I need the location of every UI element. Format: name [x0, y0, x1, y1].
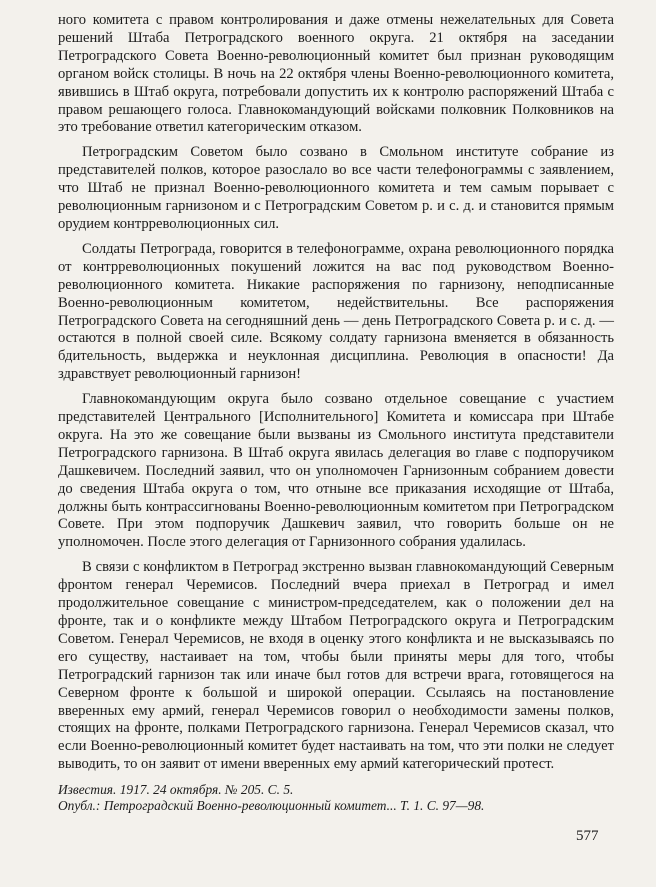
- paragraph-gap: [58, 384, 614, 391]
- paragraph-gap: [58, 552, 614, 559]
- source-line-izvestiya: Известия. 1917. 24 октября. № 205. С. 5.: [58, 782, 294, 798]
- paragraph-gap: [58, 137, 614, 144]
- paragraph-meeting-delegation: Главнокомандующим округа было созвано отдельное совещание с участием представителей Центрального [Исполнительного] Комитета и комиссара при Штабе округа. На это же совещание были вызваны из Смольного института представители Петроградского гарнизона. В Штаб округа явилась делегация во главе с подпоручиком Дашкевичем. Последний заявил, что он уполномочен Гарнизонным собранием довести до сведения Штаба округа о том, что отныне все приказания исходящие от Штаба, должны быть контрассигнованы Военно-революционным комитетом при Петроградском Совете. При этом подпоручик Дашкевич заявил, что говорить больше он не уполномочен. После этого делегация от Гарнизонного собрания удалилась.: [58, 391, 614, 551]
- paragraph-gap: [58, 234, 614, 241]
- paragraph-continuation: ного комитета с правом контролирования и даже отмены нежелательных для Совета решений Штаба Петроградского военного округа. 21 октября на заседании Петроградского Совета Военно-революционный комитет был признан руководящим органом войск столицы. В ночь на 22 октября члены Военно-революционного комитета, явившись в Штаб округа, потребовали допустить их к контролю распоряжений Штаба с правом решающего голоса. Главнокомандующий войсками полковник Полковников на это требование ответил категорическим отказом.: [58, 12, 614, 136]
- source-line-publication: Опубл.: Петроградский Военно-революционный комитет... Т. 1. С. 97—98.: [58, 798, 485, 814]
- paragraph-telephonogram: Солдаты Петрограда, говорится в телефонограмме, охрана революционного порядка от контрреволюционных покушений ложится на вас под руководством Военно-революционного комитета. Никакие распоряжения по гарнизону, неподписанные Военно-революционным комитетом, недействительны. Все распоряжения Петроградского Совета на сегодняшний день — день Петроградского Совета р. и с. д. — остаются в полной своей силе. Всякому солдату гарнизона вменяется в обязанность бдительность, выдержка и неуклонная дисциплина. Революция в опасности! Да здравствует революционный гарнизон!: [58, 240, 614, 383]
- paragraph-smolny-meeting: Петроградским Советом было созвано в Смольном институте собрание из представителей полков, которое разослало во все части телефонограммы с заявлением, что Штаб не признал Военно-революционного комитета и тем самым порывает с революционным гарнизоном и с Петроградским Советом р. и с. д. и становится прямым орудием контрреволюционных сил.: [58, 144, 614, 232]
- page-number: 577: [576, 828, 599, 844]
- paragraph-cheremisov: В связи с конфликтом в Петроград экстренно вызван главнокомандующий Северным фронтом генерал Черемисов. Последний вчера приехал в Петроград и имел продолжительное совещание с министром-председателем, как о положении дел на фронте, так и о конфликте между Штабом Петроградского округа и Петроградским Советом. Генерал Черемисов, не входя в оценку этого конфликта и не высказываясь по его существу, настаивает на том, чтобы были приняты меры для того, чтобы Петроградский гарнизон так или иначе был готов для встречи врага, готовящегося на Северном фронте к большой и широкой операции. Ссылаясь на постановление вверенных ему армий, генерал Черемисов говорил о необходимости замены полков, стоящих на фронте, полками Петроградского гарнизона. Генерал Черемисов сказал, что если Военно-революционный комитет будет настаивать на том, что эти полки не следует выводить, то он заявит от имени вверенных ему армий категорический протест.: [58, 559, 614, 773]
- source-references: [58, 782, 614, 814]
- document-page: [58, 12, 614, 815]
